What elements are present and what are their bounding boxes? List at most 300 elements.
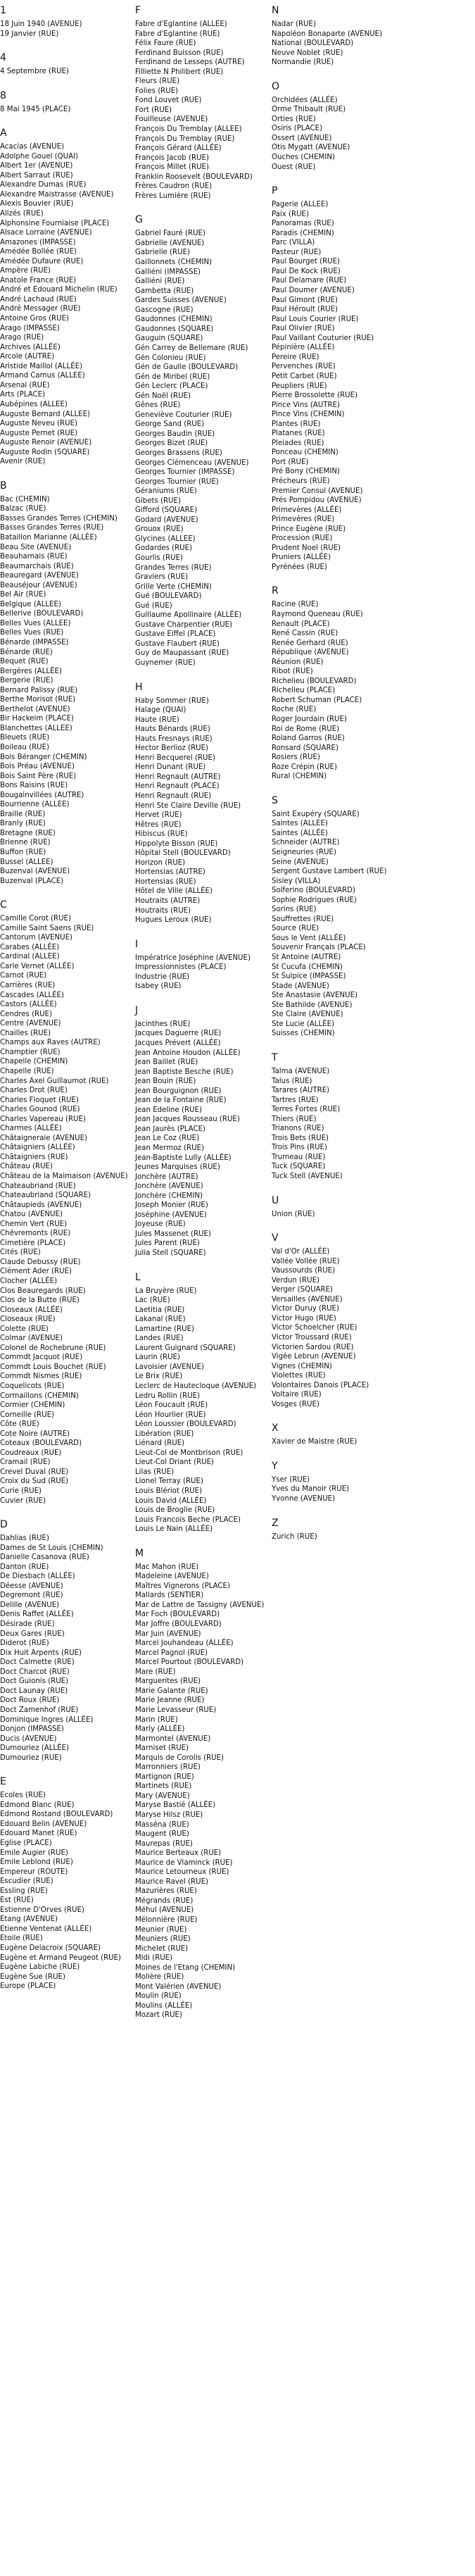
street-entry: Folies (RUE) [135, 87, 179, 95]
street-entry: Roi de Rome (RUE) [272, 725, 340, 733]
street-entry: Chateaubriand (SQUARE) [0, 1192, 91, 1200]
street-entry: Seine (AVENUE) [272, 858, 329, 866]
street-entry: Pruniers (ALLÉE) [272, 554, 331, 562]
street-entry: Colonel de Rochebrune (RUE) [0, 1344, 106, 1352]
street-entry: Boileau (RUE) [0, 744, 50, 751]
street-entry: Eugène Labiche (RUE) [0, 1963, 80, 1972]
street-entry: Vallée Vollée (RUE) [272, 1257, 340, 1265]
street-entry: Ribot (RUE) [272, 668, 313, 676]
street-entry: Trois Bets (RUE) [272, 1134, 329, 1142]
index-section [272, 185, 412, 572]
street-entry: Chévremonts (RUE) [0, 1230, 71, 1238]
street-entry: Jacques Prévert (ALLÉE) [135, 1039, 221, 1047]
street-entry: Mélonnière (RUE) [135, 1915, 198, 1924]
street-entry: Chapelle (CHEMIN) [0, 1058, 68, 1066]
street-entry: Yser (RUE) [272, 1475, 310, 1484]
street-entry: Hector Berlioz (RUE) [135, 744, 209, 753]
street-entry: Impressionnistes (PLACE) [135, 963, 227, 972]
street-entry: Sorins (RUE) [272, 906, 317, 914]
street-entry: Louis David (ALLÉE) [135, 1496, 207, 1505]
street-entry: Champs aux Raves (AUTRE) [0, 1039, 101, 1047]
street-entry: Ponceau (CHEMIN) [272, 449, 338, 457]
index-section [0, 1518, 134, 1763]
street-entry: Fabre d'Eglantine (RUE) [135, 30, 220, 38]
street-entry: Horizon (RUE) [135, 858, 186, 867]
street-entry: Jean de la Fontaine (RUE) [135, 1096, 227, 1105]
street-entry: Marcel Jouhandeau (ALLÉE) [135, 1639, 234, 1648]
street-entry: Cardinal (ALLEE) [0, 953, 60, 961]
street-entry: Renée Gerhard (RUE) [272, 639, 348, 647]
street-entry: Cormier (CHEMIN) [0, 1401, 65, 1410]
street-entry: Talus (RUE) [272, 1077, 312, 1085]
street-entry: Arago (IMPASSE) [0, 324, 60, 332]
street-entry: Mozart (RUE) [135, 2011, 182, 2020]
street-entry: Escudier (RUE) [0, 1877, 53, 1886]
street-entry: Chatou (AVENUE) [0, 1211, 63, 1219]
street-entry: Auguste Renoir (AVENUE) [0, 439, 92, 447]
street-entry: Guillaume Apollinaire (ALLÉE) [135, 611, 242, 620]
street-entry: Laetitia (RUE) [135, 1306, 185, 1314]
street-entry: Léon Loussier (BOULEVARD) [135, 1420, 236, 1429]
index-column-3 [272, 4, 412, 1542]
street-entry: Louis Francois Beche (PLACE) [135, 1515, 241, 1524]
street-entry: Filliette N Philibert (RUE) [135, 68, 224, 76]
street-entry: Roche (RUE) [272, 706, 317, 714]
street-entry: Gauguin (SQUARE) [135, 334, 203, 343]
street-entry: Pré Bony (CHEMIN) [272, 468, 340, 476]
section-letter-heading: C [0, 899, 7, 911]
street-entry: Alizés (RUE) [0, 210, 44, 218]
street-entry: Glycines (ALLEE) [135, 534, 196, 543]
street-entry: Victor Hugo (RUE) [272, 1314, 336, 1323]
street-entry: Charles Vapereau (RUE) [0, 1115, 86, 1123]
street-entry: Haute (RUE) [135, 715, 179, 724]
street-entry: Bleuets (RUE) [0, 734, 50, 742]
street-entry: Hugues Leroux (RUE) [135, 916, 212, 925]
street-entry: Déesse (AVENUE) [0, 1582, 63, 1590]
street-entry: Napoléon Bonaparte (AVENUE) [272, 30, 383, 38]
street-entry: Georges Bizet (RUE) [135, 439, 208, 448]
street-entry: Violettes (RUE) [272, 1372, 326, 1380]
street-entry: Doct Guionis (RUE) [0, 1677, 69, 1686]
street-entry: Paul Louis Courier (RUE) [272, 315, 359, 323]
street-entry: Paul Vaillant Couturier (RUE) [272, 334, 374, 342]
street-entry: Haby Sommer (RUE) [135, 696, 209, 705]
street-entry: Paul Delamare (RUE) [272, 277, 347, 285]
street-entry: Orme Thibault (RUE) [272, 106, 346, 114]
street-entry: Carnot (RUE) [0, 972, 47, 980]
street-entry: Bois Préau (AVENUE) [0, 763, 75, 771]
street-entry: Amazones (IMPASSE) [0, 238, 76, 246]
street-entry: Châtaigneraie (AVENUE) [0, 1134, 88, 1142]
street-entry: Léon Foucault (RUE) [135, 1401, 208, 1410]
street-entry: Rural (CHEMIN) [272, 773, 327, 781]
street-entry: Mary (AVENUE) [135, 1792, 190, 1800]
street-entry: Guy de Maupassant (RUE) [135, 649, 229, 658]
street-entry: Maryse Bastié (ALLÉE) [135, 1801, 216, 1810]
street-entry: Saintes (ALLÉE) [272, 829, 328, 837]
street-entry: Midi (RUE) [135, 1954, 173, 1963]
street-entry: Pince Vins (CHEMIN) [272, 411, 345, 419]
street-entry: Beau Site (AVENUE) [0, 543, 72, 551]
street-entry: Réunion (RUE) [272, 658, 324, 666]
street-entry: Danton (RUE) [0, 1563, 49, 1571]
street-entry: Hibiscus (RUE) [135, 830, 188, 839]
street-entry: Dumouriez (RUE) [0, 1753, 62, 1762]
street-entry: Commdt Nismes (RUE) [0, 1373, 82, 1381]
street-entry: Marquis de Corolis (RUE) [135, 1753, 224, 1762]
street-entry: Coudreaux (RUE) [0, 1449, 62, 1457]
street-entry: Alexis Bouvier (RUE) [0, 200, 74, 208]
index-column-1 [0, 4, 134, 1992]
street-entry: Jacinthes (RUE) [135, 1020, 191, 1028]
street-entry: Arago (RUE) [0, 334, 44, 342]
street-entry: Auguste Rodin (SQUARE) [0, 448, 90, 456]
street-entry: Paul De Kock (RUE) [272, 267, 341, 275]
index-section [0, 89, 134, 115]
street-entry: Edouard Manet (RUE) [0, 1830, 77, 1838]
street-entry: Doct Zamenhof (RUE) [0, 1706, 79, 1714]
street-entry: Vaussourds (RUE) [272, 1267, 336, 1275]
street-entry: Meunier (RUE) [135, 1925, 187, 1934]
street-entry: Jean Baptiste Besche (RUE) [135, 1068, 234, 1076]
street-entry: Lionel Terray (RUE) [135, 1477, 203, 1486]
street-entry: Ferdinand Buisson (RUE) [135, 49, 224, 57]
street-entry: Paul Héroult (RUE) [272, 306, 338, 314]
street-entry: Henri Ste Claire Deville (RUE) [135, 801, 241, 810]
street-entry: Isabey (RUE) [135, 982, 182, 991]
street-entry: Hervet (RUE) [135, 811, 182, 820]
street-entry: Clément Ader (RUE) [0, 1268, 72, 1276]
street-entry: Otis Mygatt (AVENUE) [272, 144, 350, 152]
street-entry: Cantorum (AVENUE) [0, 934, 73, 942]
street-entry: Pereire (RUE) [272, 353, 319, 361]
street-entry: Château (RUE) [0, 1163, 53, 1171]
street-entry: Moulin (RUE) [135, 1992, 182, 2001]
street-entry: Talma (AVENUE) [272, 1067, 330, 1075]
street-entry: Beauregard (AVENUE) [0, 572, 79, 580]
street-entry: Verdun (RUE) [272, 1276, 319, 1284]
street-entry: Carrières (RUE) [0, 982, 56, 990]
street-entry: Georges Brassens (RUE) [135, 449, 222, 457]
index-section [272, 1460, 412, 1504]
street-entry: Doct Charcot (RUE) [0, 1668, 70, 1676]
street-entry: Auguste Neveu (RUE) [0, 420, 77, 428]
street-entry: Paul Olivier (RUE) [272, 325, 335, 333]
street-entry: Mare (RUE) [135, 1668, 176, 1676]
street-entry: Branly (RUE) [0, 820, 46, 828]
index-section [272, 1422, 412, 1447]
street-entry: Bergerie (RUE) [0, 677, 53, 685]
street-entry: Cendres (RUE) [0, 1010, 53, 1018]
street-entry: Ouches (CHEMIN) [272, 154, 335, 162]
section-letter-heading: H [135, 681, 143, 693]
street-entry: Zurich (RUE) [272, 1532, 317, 1541]
street-entry: Hêtres (RUE) [135, 820, 182, 829]
street-entry: Buzenval (PLACE) [0, 877, 64, 885]
street-entry: Cités (RUE) [0, 1249, 41, 1257]
street-entry: Primevères (ALLÉE) [272, 506, 342, 514]
street-entry: Pierre Brossolette (RUE) [272, 392, 358, 400]
street-entry: Paul Bourget (RUE) [272, 258, 341, 266]
street-entry: Houtraits (RUE) [135, 906, 191, 915]
street-entry: Croix du Sud (RUE) [0, 1477, 69, 1486]
street-entry: Aristide Maillol (ALLÉE) [0, 362, 83, 370]
street-entry: Pince Vins (AUTRE) [272, 401, 341, 409]
street-entry: Hortensias (AUTRE) [135, 868, 205, 877]
index-section [0, 1775, 134, 1991]
street-entry: Seigneuries (RUE) [272, 849, 336, 857]
street-entry: George Sand (RUE) [135, 420, 205, 429]
street-entry: Castors (ALLÉE) [0, 1001, 57, 1009]
section-letter-heading: M [135, 1547, 144, 1559]
street-entry: Vigée Lebrun (AVENUE) [272, 1353, 356, 1361]
street-entry: Estienne D'Orves (RUE) [0, 1906, 84, 1914]
street-entry: Cormaillons (CHEMIN) [0, 1392, 79, 1400]
street-entry: Beaumarchais (RUE) [0, 562, 74, 570]
street-entry: Berthe Morisot (RUE) [0, 696, 76, 704]
street-entry: Doct Launay (RUE) [0, 1687, 68, 1695]
street-entry: Sous le Vent (ALLÉE) [272, 934, 346, 942]
street-entry: Halage (QUAI) [135, 706, 186, 715]
street-entry: Empereur (ROUTE) [0, 1868, 68, 1876]
street-entry: Impératrice Joséphine (AVENUE) [135, 954, 251, 962]
street-entry: Gustave Charpentier (RUE) [135, 620, 233, 629]
street-entry: Fort (RUE) [135, 106, 172, 114]
street-entry: François Du Tremblay (ALLEE) [135, 125, 242, 134]
street-entry: Eugène Sue (RUE) [0, 1972, 65, 1981]
street-entry: Mazurières (RUE) [135, 1887, 197, 1896]
street-entry: Armand Camus (ALLEE) [0, 372, 85, 380]
street-entry: Jean Jacques Rousseau (RUE) [135, 1115, 240, 1124]
street-entry: Fouilleuse (AVENUE) [135, 115, 208, 124]
street-entry: Dames de St Louis (CHEMIN) [0, 1544, 103, 1552]
street-entry: Hippolyte Bisson (RUE) [135, 839, 218, 848]
street-entry: Jean Antoine Houdon (ALLÉE) [135, 1049, 241, 1057]
street-entry: Denis Raffet (ALLÉE) [0, 1611, 74, 1619]
street-entry: Bel Air (RUE) [0, 591, 46, 599]
street-entry: Bourrienne (ALLEE) [0, 801, 70, 809]
street-entry: Chemin Vert (RUE) [0, 1220, 68, 1228]
street-entry: République (AVENUE) [272, 649, 349, 657]
street-entry: Jules Massenet (RUE) [135, 1230, 211, 1238]
street-entry: Pervenches (RUE) [272, 363, 336, 371]
street-entry: Arsenal (RUE) [0, 381, 50, 389]
section-letter-heading: P [272, 185, 278, 197]
street-entry: Dix Huit Arpents (RUE) [0, 1649, 82, 1657]
street-entry: Bons Raisins (RUE) [0, 782, 68, 790]
street-entry: Marly (ALLÉE) [135, 1725, 185, 1734]
street-entry: Jean Bouin (RUE) [135, 1077, 196, 1086]
index-section [0, 480, 134, 886]
street-entry: Sisley (VILLA) [272, 877, 321, 885]
street-entry: Marronniers (RUE) [135, 1763, 201, 1772]
street-entry: Alexandre Dumas (RUE) [0, 181, 87, 189]
street-entry: Petit Carbet (RUE) [272, 372, 337, 380]
index-section [135, 681, 270, 925]
street-entry: Vignes (CHEMIN) [272, 1362, 332, 1370]
street-entry: Eugène et Armand Peugeot (RUE) [0, 1953, 122, 1962]
street-entry: Prince Eugène (RUE) [272, 525, 346, 533]
street-entry: Cuvier (RUE) [0, 1496, 46, 1505]
street-entry: Amédée Dufaure (RUE) [0, 257, 84, 265]
street-entry: Suisses (CHEMIN) [272, 1030, 335, 1038]
street-entry: Martignon (RUE) [135, 1772, 194, 1781]
street-entry: Procession (RUE) [272, 534, 333, 543]
street-entry: Paix (RUE) [272, 210, 309, 218]
street-entry: Claude Debussy (RUE) [0, 1258, 81, 1266]
street-entry: Masséna (RUE) [135, 1820, 189, 1829]
street-entry: Albert Sarraut (RUE) [0, 171, 73, 180]
street-entry: Sergent Gustave Lambert (RUE) [272, 868, 387, 876]
street-entry: Clos Beauregards (RUE) [0, 1287, 86, 1295]
street-entry: Jeunes Marquises (RUE) [135, 1163, 220, 1172]
street-entry: Dominique Ingres (ALLÉE) [0, 1715, 94, 1724]
index-section [135, 938, 270, 992]
street-entry: Brienne (RUE) [0, 839, 51, 847]
street-entry: Paul Gimont (RUE) [272, 296, 338, 304]
street-entry: Charles Axel Guillaumot (RUE) [0, 1077, 109, 1085]
street-entry: Laurent Guignard (SQUARE) [135, 1344, 236, 1352]
street-entry: Thiers (RUE) [272, 1115, 317, 1123]
street-entry: Jules Parent (RUE) [135, 1239, 200, 1248]
street-entry: Cimetière (PLACE) [0, 1239, 66, 1247]
street-entry: Anatole France (RUE) [0, 276, 77, 285]
street-entry: Arts (PLACE) [0, 391, 46, 399]
street-entry: Bequet (RUE) [0, 658, 49, 666]
street-entry: Source (RUE) [272, 925, 319, 933]
street-entry: Buffon (RUE) [0, 849, 46, 857]
street-entry: Neuve Noblet (RUE) [272, 49, 343, 57]
street-entry: Edmond Blanc (RUE) [0, 1801, 75, 1809]
street-entry: Jacques Daguerre (RUE) [135, 1030, 222, 1038]
street-entry: Ducis (AVENUE) [0, 1734, 57, 1743]
street-entry: Saintes (ALLEE) [272, 820, 328, 828]
street-entry: Charmes (ALLÉE) [0, 1125, 62, 1133]
index-section [272, 584, 412, 781]
street-entry: Belles Vues (RUE) [0, 629, 64, 637]
street-entry: Lilas (RUE) [135, 1468, 175, 1476]
street-entry: Bougainvillées (AUTRE) [0, 791, 84, 799]
street-entry: Terres Fortes (RUE) [272, 1106, 341, 1114]
street-entry: Hauts Bénards (RUE) [135, 725, 210, 734]
street-entry: Georges Tournier (IMPASSE) [135, 468, 235, 477]
street-entry: François Gérard (ALLÉE) [135, 144, 222, 153]
street-entry: Stade (AVENUE) [272, 982, 329, 990]
street-entry: André Lachaud (RUE) [0, 295, 77, 304]
street-entry: Mac Mahon (RUE) [135, 1563, 199, 1571]
street-entry: Yves du Manoir (RUE) [272, 1485, 350, 1494]
street-entry: Ampère (RUE) [0, 267, 51, 275]
street-entry: Eugène Delacroix (SQUARE) [0, 1944, 101, 1952]
section-letter-heading: Y [272, 1460, 278, 1472]
street-entry: Mallards (SENTIER) [135, 1592, 204, 1600]
street-entry: Basses Grandes Terres (CHEMIN) [0, 514, 118, 523]
street-entry: Tuck (SQUARE) [272, 1163, 326, 1171]
street-entry: Ossert (AVENUE) [272, 134, 332, 142]
section-letter-heading: U [272, 1194, 279, 1206]
street-entry: François Millet (RUE) [135, 163, 209, 172]
index-section [0, 127, 134, 467]
street-entry: Ste Lucie (ALLÉE) [272, 1020, 335, 1028]
street-entry: Bois Béranger (CHEMIN) [0, 753, 87, 761]
street-entry: Charles Drot (RUE) [0, 1087, 68, 1095]
street-entry: André Messager (RUE) [0, 305, 81, 313]
street-entry: Fabre d'Eglantine (ALLEE) [135, 20, 227, 28]
street-entry: Mar Juin (AVENUE) [135, 1630, 201, 1638]
street-entry: Richelieu (BOULEVARD) [272, 677, 357, 685]
street-entry: Maurice de Vlaminck (RUE) [135, 1858, 233, 1867]
street-entry: Maugent (RUE) [135, 1830, 189, 1839]
street-entry: Braille (RUE) [0, 810, 46, 818]
street-entry: Hôpital Stell (BOULEVARD) [135, 849, 231, 858]
street-entry: Louis Le Nain (ALLÉE) [135, 1525, 213, 1534]
section-letter-heading: J [135, 1004, 139, 1016]
section-letter-heading: L [135, 1271, 141, 1283]
section-letter-heading: B [0, 480, 7, 492]
street-entry: Godard (AVENUE) [135, 515, 198, 524]
street-entry: Maurice Ravel (RUE) [135, 1877, 208, 1886]
street-entry: Curie (RUE) [0, 1487, 42, 1496]
street-entry: Ste Anastasie (AVENUE) [272, 992, 358, 1000]
street-entry: Fond Louvet (RUE) [135, 96, 202, 105]
street-entry: Diderot (RUE) [0, 1639, 49, 1648]
street-entry: Côte (RUE) [0, 1420, 39, 1429]
street-entry: Primevères (RUE) [272, 515, 335, 524]
street-entry: Souvenir Français (PLACE) [272, 944, 366, 952]
street-entry: Gascogne (RUE) [135, 306, 194, 314]
section-letter-heading: A [0, 127, 7, 139]
street-entry: Paradis (CHEMIN) [272, 229, 334, 237]
street-entry: Jonchère (AVENUE) [135, 1182, 203, 1191]
street-entry: Etienne Ventenat (ALLÉE) [0, 1925, 92, 1933]
street-entry: Moines de l'Etang (CHEMIN) [135, 1963, 236, 1972]
street-entry: Jean Baillet (RUE) [135, 1058, 198, 1067]
street-entry: Henri Regnault (PLACE) [135, 782, 220, 791]
street-entry: Rosiers (RUE) [272, 754, 320, 762]
street-entry: Bénarde (RUE) [0, 648, 53, 656]
section-letter-heading: D [0, 1519, 8, 1531]
street-entry: Centre (AVENUE) [0, 1020, 61, 1028]
street-entry: Commdt Louis Bouchet (RUE) [0, 1363, 106, 1371]
street-entry: Gén de Miribel (RUE) [135, 373, 210, 381]
street-entry: St Cucufa (CHEMIN) [272, 963, 343, 971]
street-entry: Victor Duruy (RUE) [272, 1305, 339, 1313]
street-entry: Berthelot (AVENUE) [0, 705, 70, 713]
index-section [135, 213, 270, 668]
street-entry: Galliéni (RUE) [135, 277, 185, 286]
street-entry: Gabrielle (AVENUE) [135, 239, 205, 247]
section-letter-heading: E [0, 1776, 6, 1788]
street-entry: Bataillon Marianne (ALLÉE) [0, 533, 97, 542]
street-entry: Gén de Gaulle (BOULEVARD) [135, 363, 239, 372]
street-entry: Auguste Bernard (ALLEE) [0, 410, 90, 418]
index-section [272, 1232, 412, 1409]
street-entry: Volontaires Danois (PLACE) [272, 1381, 369, 1389]
index-section [135, 4, 270, 201]
street-entry: Georges Baudin (RUE) [135, 430, 215, 438]
street-entry: Châtaupieds (AVENUE) [0, 1201, 82, 1209]
street-entry: Degremont (RUE) [0, 1592, 63, 1600]
street-entry: Pasteur (RUE) [272, 248, 322, 256]
street-entry: Grandes Terres (RUE) [135, 563, 212, 572]
street-entry: Mar de Lattre de Tassigny (AVENUE) [135, 1601, 265, 1609]
street-entry: Arcole (AUTRE) [0, 353, 55, 361]
section-letter-heading: Z [272, 1517, 279, 1529]
street-entry: Donjon (IMPASSE) [0, 1725, 64, 1734]
index-column-2 [135, 4, 270, 2020]
street-entry: 4 Septembre (RUE) [0, 68, 69, 76]
